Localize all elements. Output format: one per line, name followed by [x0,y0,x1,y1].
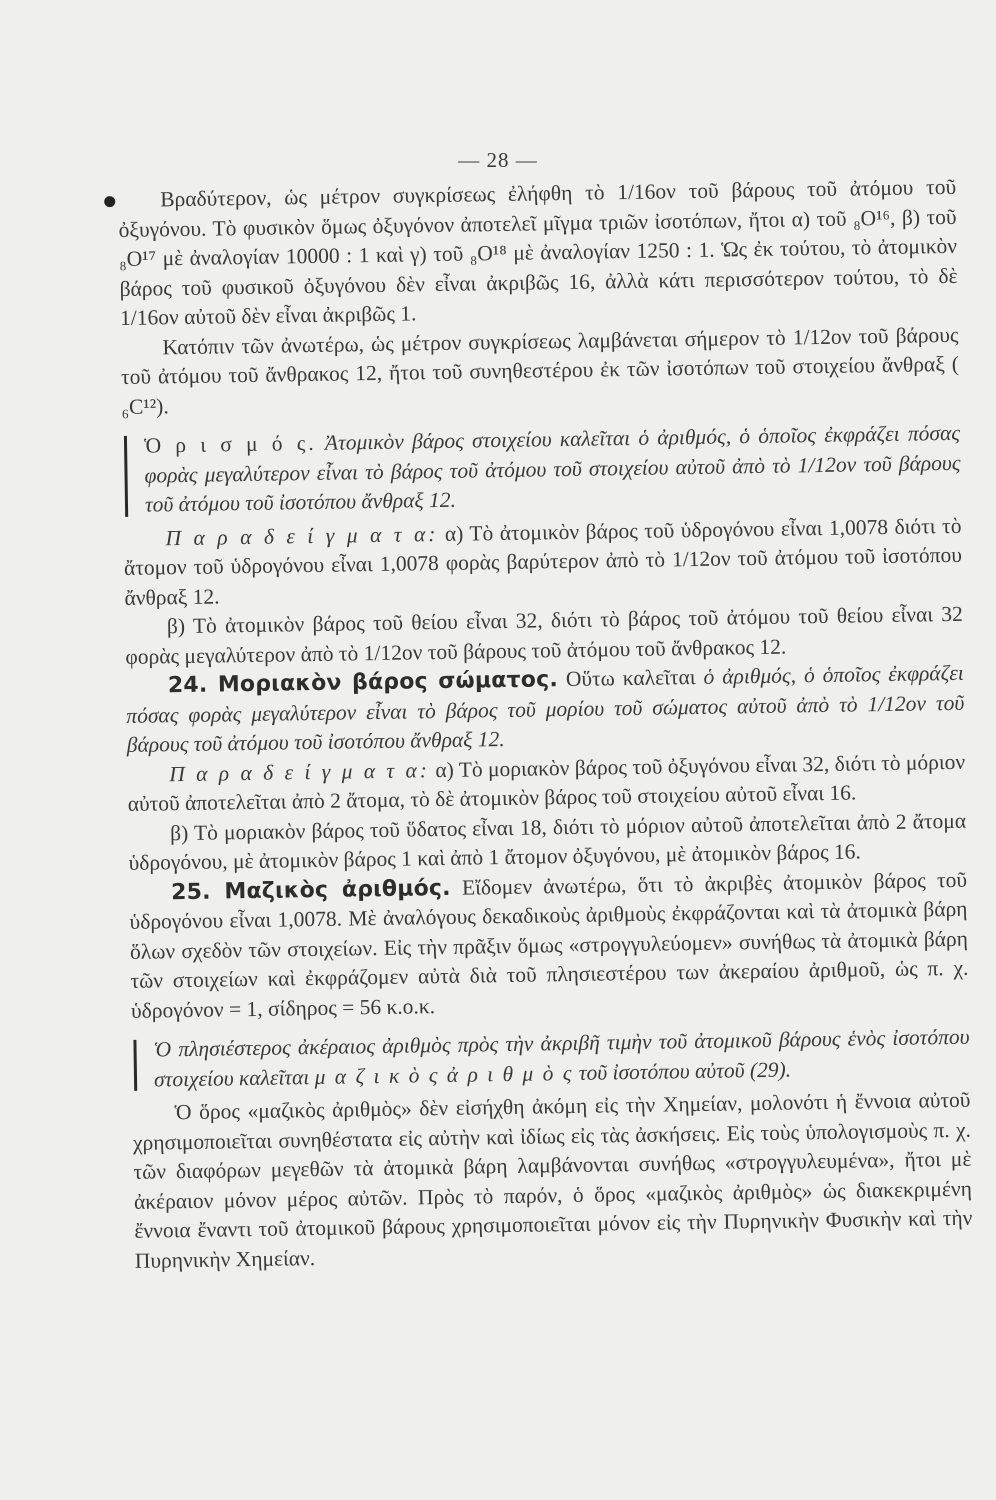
examples-atomic-weight-b: β) Τὸ ἀτομικὸν βάρος τοῦ θείου εἶναι 32, διότι τὸ βάρος τοῦ ἀτόμου τοῦ θείου εἶναι 32 φορὰς μεγαλύτερον ἀπὸ τὸ 1/12ον τοῦ βάρους τοῦ ἀτόμου τοῦ ἄνθρακος 12. [125,601,964,669]
definition-text: Ἀτομικὸν βάρος στοιχείου καλεῖται ὁ ἀριθμός, ὁ ὁποῖος ἐκφράζει πόσας φορὰς μεγαλύτερον εἶναι τὸ βάρος τοῦ ἀτόμου τοῦ στοιχείου αὐτοῦ ἀπὸ τὸ 1/12ον τοῦ βάρους τοῦ ἀτόμου τοῦ ἰσοτόπου ἄνθραξ 12. [144,420,961,517]
page-body [118,173,973,1276]
paragraph-text: Βραδύτερον, ὡς μέτρον συγκρίσεως ἐλήφθη τὸ 1/16ον τοῦ βάρους τοῦ ἀτόμου τοῦ ὀξυγόνου. Τὸ φυσικὸν ὅμως ὀξυγόνον ἀποτελεῖ μῖγμα τριῶν ἰσοτόπων, ἤτοι α) τοῦ ₈O¹⁶, β) τοῦ ₈O¹⁷ μὲ ἀναλογίαν 10000 : 1 καὶ γ) τοῦ ₈O¹⁸ μὲ ἀναλογίαν 1250 : 1. Ὡς ἐκ τούτου, τὸ ἀτομικὸν βάρος τοῦ φυσικοῦ ὀξυγόνου δὲν εἶναι ἀκριβῶς 16, ἀλλὰ κάτι περισσότερον τούτου, τὸ δὲ 1/16ον αὐτοῦ δὲν εἶναι ἀκριβῶς 1. [118,174,958,330]
section-24-definition: ὁ ἀριθμός, ὁ ὁποῖος ἐκφράζει πόσας φορὰς μεγαλύτερον εἶναι τὸ βάρος τοῦ μορίου τοῦ σώματος αὐτοῦ ἀπὸ τὸ 1/12ον τοῦ βάρους τοῦ ἀτόμου τοῦ ἰσοτόπου ἄνθραξ 12. [126,660,965,757]
example-text: α) Τὸ μοριακὸν βάρος τοῦ ὀξυγόνου εἶναι 32, διότι τὸ μόριον αὐτοῦ ἀποτελεῖται ἀπὸ 2 ἄτομα, τὸ δὲ ἀτομικὸν βάρος τοῦ στοιχείου αὐτοῦ εἶναι 16. [127,749,966,816]
definition-mass-number [131,1023,970,1095]
definition-label: Ὁ ρ ι σ μ ό ς. [143,430,317,458]
examples-atomic-weight-a [123,511,962,613]
definition-text-end: τοῦ ἰσοτόπου αὐτοῦ (29). [578,1057,792,1085]
definition-term: μ α ζ ι κ ὸ ς ἀ ρ ι θ μ ὸ ς [314,1060,574,1089]
section-24 [126,659,965,761]
paragraph-closing: Ὁ ὅρος «μαζικὸς ἀριθμὸς» δὲν εἰσήχθη ἀκόμη εἰς τὴν Χημείαν, μολονότι ἡ ἔννοια αὐτοῦ χρησιμοποιεῖται συνηθέστατα εἰς αὐτὴν καὶ ἰδίως εἰς τὰς ἀσκήσεις. Εἰς τοὺς ὑπολογισμοὺς π. χ. τῶν διαφόρων μεγεθῶν τὰ ἀτομικὰ βάρη λαμβάνονται συνήθως «στρογγυλευμένα», ἤτοι μὲ ἀκέραιον μόνον μέρος αὐτῶν. Πρὸς τὸ παρόν, ὁ ὅρος «μαζικὸς ἀριθμὸς» ὡς διακεκριμένη ἔννοια ἔναντι τοῦ ἀτομικοῦ βάρους χρησιμοποιεῖται μόνον εἰς τὴν Πυρηνικὴν Φυσικὴν καὶ τὴν Πυρηνικὴν Χημείαν. [132,1087,973,1273]
section-25-text: Εἴδομεν ἀνωτέρω, ὅτι τὸ ἀκριβὲς ἀτομικὸν βάρος τοῦ ὑδρογόνου εἶναι 1,0078. Μὲ ἀναλόγους δεκαδικοὺς ἀριθμοὺς ἐκφράζονται καὶ τὰ ἀτομικὰ βάρη ὅλων σχεδὸν τῶν στοιχείων. Εἰς τὴν πρᾶξιν ὅμως «στρογγυλεύομεν» συνήθως τὰ ἀτομικὰ βάρη τῶν στοιχείων καὶ ἐκφράζομεν αὐτὰ διὰ τοῦ πλησιεστέρου των ἀκεραίου ἀριθμοῦ, ὡς π. χ. ὑδρογόνον = 1, σίδηρος = 56 κ.ο.κ. [129,867,969,1023]
definition-text: Ὁ πλησιέστερος ἀκέραιος ἀριθμὸς πρὸς τὴν ἀκριβῆ τιμὴν τοῦ ἀτομικοῦ βάρους ἑνὸς ἰσοτόπου στοιχείου καλεῖται [153,1024,970,1092]
examples-molecular-weight-b: β) Τὸ μοριακὸν βάρος τοῦ ὕδατος εἶναι 18, διότι τὸ μόριον αὐτοῦ ἀποτελεῖται ἀπὸ 2 ἄτομα ὑδρογόνου, μὲ ἀτομικὸν βάρος 1 καὶ ἀπὸ 1 ἄτομον ὀξυγόνου, μὲ ἀτομικὸν βάρος 16. [128,808,967,875]
section-25-title: 25. Μαζικὸς ἀριθμός. [170,875,451,905]
example-text: α) Τὸ ἀτομικὸν βάρος τοῦ ὑδρογόνου εἶναι 1,0078 διότι τὸ ἄτομον τοῦ ὑδρογόνου εἶναι 1,0078 φορὰς βαρύτερον ἀπὸ τὸ 1/12ον τοῦ ἀτόμου τοῦ ἰσοτόπου ἄνθραξ 12. [123,513,963,610]
section-25 [129,865,969,1026]
page-number: — 28 — [458,148,538,172]
examples-label: Π α ρ α δ ε ί γ μ α τ α: [165,521,439,550]
section-24-title: 24. Μοριακὸν βάρος σώματος. [167,667,559,699]
definition-atomic-weight [122,419,961,521]
paragraph-intro [118,173,958,334]
bullet-icon [104,196,115,207]
section-24-lead: Οὕτω καλεῖται [565,664,696,692]
examples-label: Π α ρ α δ ε ί γ μ α τ α: [169,757,431,786]
paragraph-reference: Κατόπιν τῶν ἀνωτέρω, ὡς μέτρον συγκρίσεως λαμβάνεται σήμερον τὸ 1/12ον τοῦ βάρους τοῦ ἀτόμου τοῦ ἄνθρακος 12, ἤτοι τοῦ συνηθεστέρου ἐκ τῶν ἰσοτόπων τοῦ στοιχείου ἄνθραξ ( ₆C¹²). [120,322,960,419]
